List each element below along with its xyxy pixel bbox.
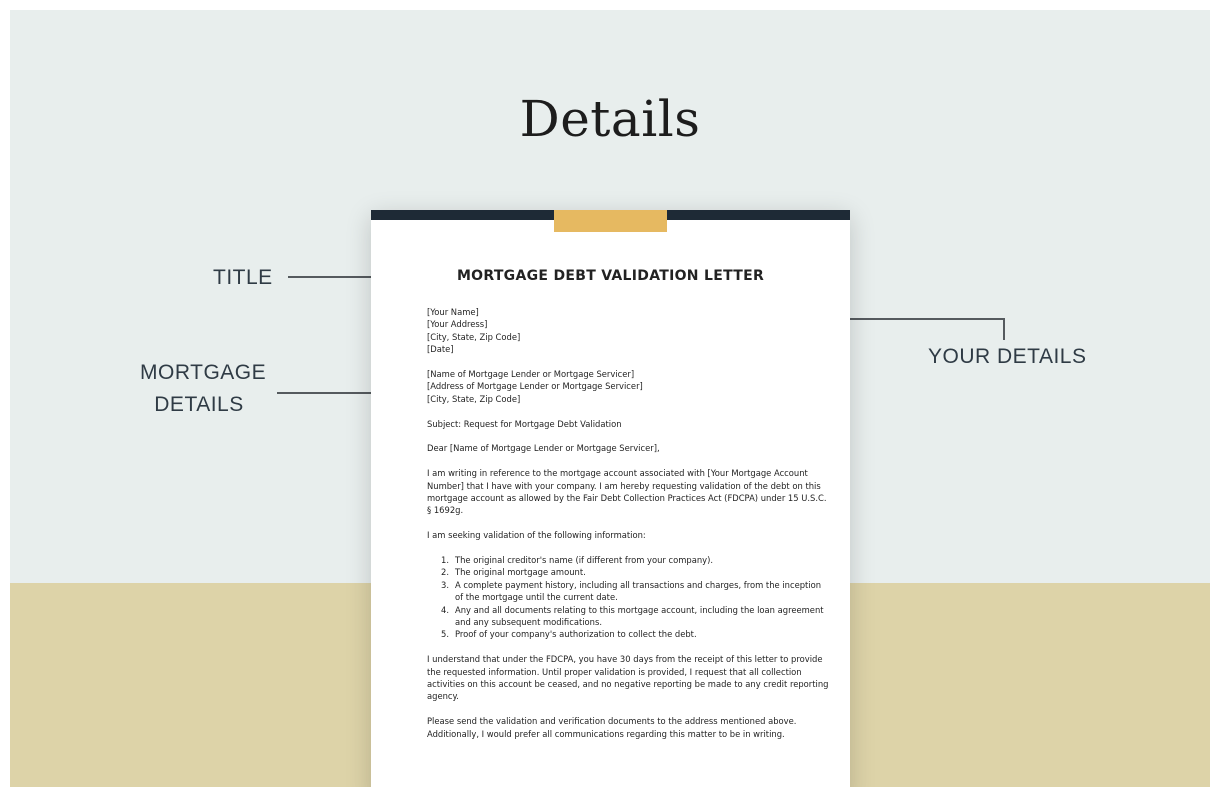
list-item-number: 1. [441, 555, 449, 566]
paragraph-line: mortgage account as allowed by the Fair Debt Collection Practices Act (FDCPA) under 15 U.S.C. [427, 493, 827, 504]
callout-mortgage-line1: MORTGAGE [140, 361, 267, 384]
paragraph-line: Additionally, I would prefer all communications regarding this matter to be in writing. [427, 728, 785, 739]
paragraph-line: Please send the validation and verification documents to the address mentioned above. [427, 716, 797, 727]
sender-line: [City, State, Zip Code] [427, 331, 521, 342]
list-item-text: and any subsequent modifications. [455, 617, 603, 628]
paragraph-fdcpa [427, 653, 829, 703]
list-item-text: of the mortgage until the current date. [455, 592, 618, 603]
list-item [427, 604, 824, 629]
list-item-text: A complete payment history, including all transactions and charges, from the inception [455, 579, 822, 590]
list-item [427, 628, 799, 640]
sender-line: [Your Name] [427, 307, 479, 317]
sender-line: [Date] [427, 344, 454, 355]
list-item [427, 566, 799, 578]
paragraph-line: § 1692g. [427, 505, 464, 516]
list-item-number: 2. [441, 567, 449, 578]
list-item-number: 4. [441, 604, 449, 615]
list-item-number: 5. [441, 629, 449, 640]
list-item-text: Any and all documents relating to this mortgage account, including the loan agreement [455, 604, 824, 615]
recipient-block [427, 368, 799, 405]
recipient-line: [Name of Mortgage Lender or Mortgage Servicer] [427, 369, 635, 380]
paragraph-line: I understand that under the FDCPA, you have 30 days from the receipt of this letter to provide [427, 654, 823, 665]
list-item-text: The original mortgage amount. [455, 567, 586, 578]
callout-mortgage-line2: DETAILS [154, 393, 244, 416]
background-canvas [10, 10, 1210, 787]
subject-line: Subject: Request for Mortgage Debt Validation [427, 418, 622, 429]
list-item-number: 3. [441, 579, 449, 590]
page-heading: Details [519, 90, 701, 148]
callout-title-label: TITLE [213, 266, 273, 289]
sender-line: [Your Address] [427, 319, 488, 330]
list-item [427, 579, 822, 604]
list-item-text: The original creditor's name (if different from your company). [455, 555, 714, 566]
document-header-tab [554, 210, 667, 232]
callout-mortgage-details-label [140, 357, 267, 421]
paragraph-line: the requested information. Until proper validation is provided, I request that all collection [427, 666, 802, 677]
paragraph-line: activities on this account be ceased, and no negative reporting be made to any credit reporting [427, 679, 829, 690]
document-body [427, 306, 829, 740]
paragraph-seeking: I am seeking validation of the following information: [427, 530, 646, 541]
paragraph-line: agency. [427, 691, 459, 702]
recipient-line: [City, State, Zip Code] [427, 393, 521, 404]
list-item-text: Proof of your company's authorization to collect the debt. [455, 629, 697, 640]
paragraph-closing [427, 715, 799, 740]
callout-your-details-label: YOUR DETAILS [928, 345, 1087, 368]
letter-document [371, 210, 850, 787]
validation-items-list [427, 554, 824, 641]
your-details-connector-tick [1003, 318, 1005, 340]
paragraph-line: I am writing in reference to the mortgage account associated with [Your Mortgage Account [427, 468, 808, 479]
sender-block [427, 306, 799, 356]
paragraph-intro [427, 467, 827, 517]
document-title: MORTGAGE DEBT VALIDATION LETTER [456, 268, 765, 284]
list-item [427, 554, 799, 566]
recipient-line: [Address of Mortgage Lender or Mortgage Servicer] [427, 381, 643, 392]
paragraph-line: Number] that I have with your company. I am hereby requesting validation of the debt on this [427, 480, 821, 491]
salutation: Dear [Name of Mortgage Lender or Mortgage Servicer], [427, 443, 660, 454]
